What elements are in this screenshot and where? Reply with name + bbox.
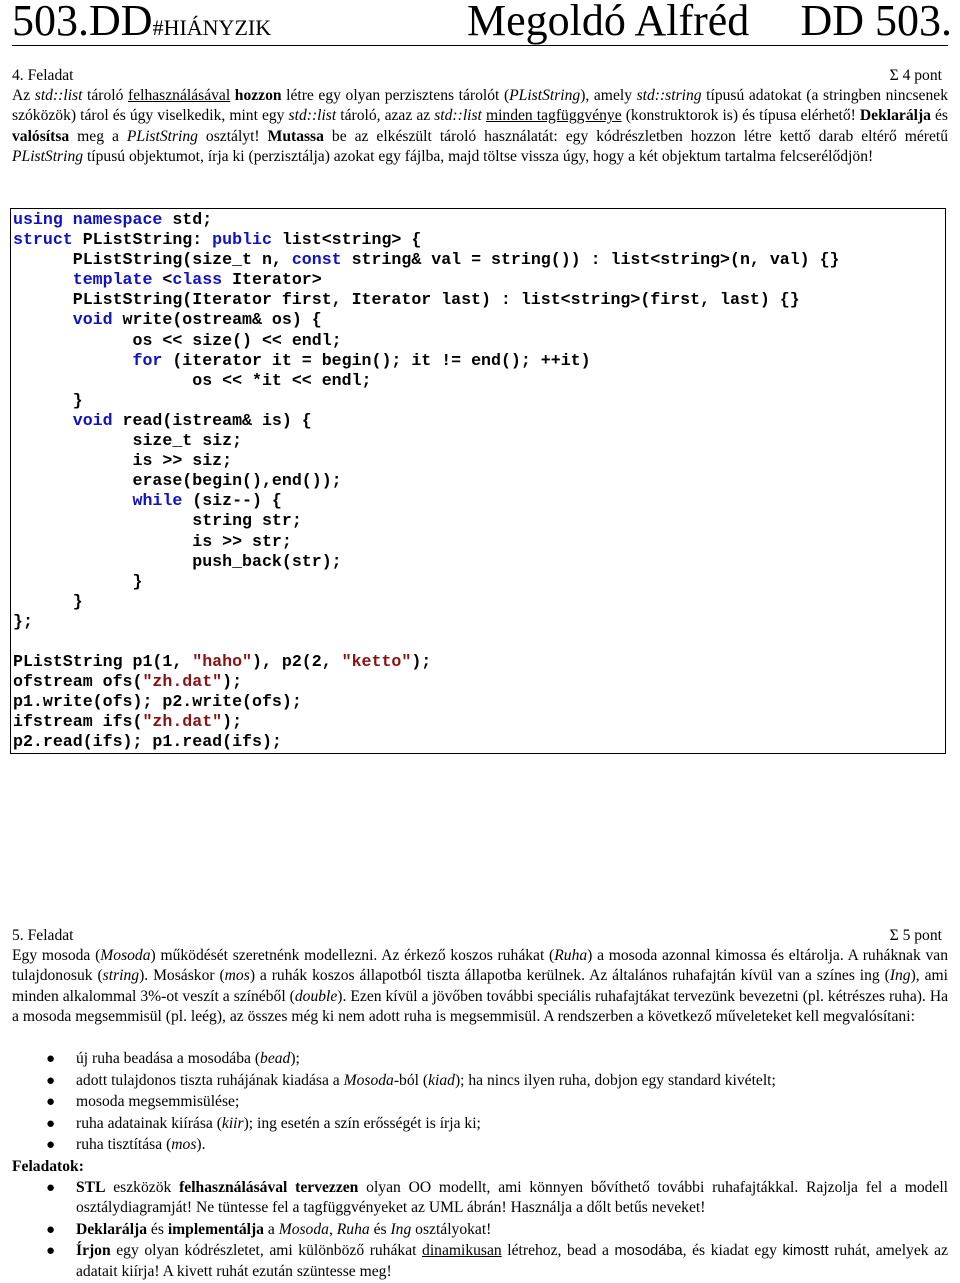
code-line: } — [13, 591, 83, 611]
code-line: ofstream ofs("zh.dat"); — [13, 672, 243, 692]
code-line: push_back(str); — [13, 551, 342, 571]
code-line: void read(istream& is) { — [72, 410, 312, 430]
code-line: is >> str; — [13, 531, 292, 551]
bullet-icon: ● — [46, 1243, 56, 1260]
exam-code-left: 503.DD#HIÁNYZIK — [12, 0, 272, 45]
code-line: PListString(size_t n, const string& val = string()) : list<string>(n, val) {} — [13, 250, 840, 270]
code-line: struct PListString: public list<string> { — [13, 230, 422, 250]
list-item: ● adott tulajdonos tiszta ruhájának kiadása a Mosoda-ból (kiad); ha nincs ilyen ruha, dobjon egy standard kivételt; — [12, 1071, 948, 1091]
code-line: p1.write(ofs); p2.write(ofs); — [13, 692, 302, 712]
list-item: ● Deklarálja és implementálja a Mosoda, Ruha és Ing osztályokat! — [12, 1220, 948, 1240]
code-line: PListString(Iterator first, Iterator last) : list<string>(first, last) {} — [13, 290, 800, 310]
task5-heading — [12, 926, 942, 946]
code-line: size_t siz; — [13, 431, 243, 451]
code-line: }; — [13, 611, 33, 631]
code-line: template <class Iterator> — [72, 270, 322, 290]
code-line: using namespace std; — [13, 210, 213, 229]
bullet-icon: ● — [46, 1137, 56, 1154]
bullet-icon: ● — [46, 1115, 56, 1132]
bullet-icon: ● — [46, 1180, 56, 1196]
list-item: ● STL eszközök felhasználásával tervezzen olyan OO modellt, ami könnyen bővíthető további ruhafajtákkal. Rajzolja fel a modell osztálydiagramját! Ne tüntesse fel a tagfüggvényeket az UML ábrán! Használja a dőlt betűs neveket! — [46, 1179, 948, 1217]
task5-description: Egy mosoda (Mosoda) működését szeretnénk modellezni. Az érkező koszos ruhákat (Ruha) a mosoda azonnal kimossa és eltárolja. A ruháknak van tulajdonosuk (string). Mosáskor (mos) a ruhák koszos állapotból tiszta állapotba kerülnek. Az általános ruhafajtán kívül van a színes ing (Ing), ami minden alkalommal 3%-ot veszít a színéből (double). Ezen kívül a jövőben további speciális ruhafajtákat tervezünk bevezetni (pl. kétrészes ruha). Ha a mosoda megsemmisül (pl. leég), az összes még ki nem adott ruha is megsemmisül. A rendszerben a következő műveleteket kell megvalósítani: — [12, 947, 949, 1025]
list-item: ● új ruha beadása a mosodába (bead); — [12, 1049, 948, 1069]
code-line: os << size() << endl; — [13, 330, 342, 350]
tasks-list — [12, 1178, 948, 1283]
page-header — [12, 0, 952, 46]
list-item: ● Írjon egy olyan kódrészletet, ami különböző ruhákat dinamikusan létrehoz, bead a mosodába, és kiadat egy kimostt ruhát, amelyek az adatait kiírja! A kivett ruhát ezután szüntesse meg! — [46, 1242, 948, 1280]
header-divider — [12, 45, 948, 46]
tasks-heading: Feladatok: — [12, 1158, 84, 1175]
task4-number: 4. Feladat — [12, 67, 74, 84]
code-line: } — [13, 571, 143, 591]
code-line: string str; — [13, 511, 302, 531]
list-item: ● ruha tisztítása (mos). — [12, 1135, 948, 1155]
bullet-icon: ● — [46, 1072, 56, 1089]
list-item: ● ruha adatainak kiírása (kiir); ing esetén a szín erősségét is írja ki; — [12, 1114, 948, 1134]
code-listing — [10, 208, 946, 754]
code-line: erase(begin(),end()); — [13, 471, 342, 491]
bullet-icon: ● — [46, 1094, 56, 1111]
code-line: ifstream ifs("zh.dat"); — [13, 712, 243, 732]
code-line: for (iterator it = begin(); it != end(); ++it) — [132, 350, 591, 370]
student-name: Megoldó Alfréd — [467, 0, 750, 45]
task4-description: Az std::list tároló felhasználásával hozzon létre egy olyan perzisztens tárolót (PListString), amely std::string típusú adatokat (a stringben nincsenek szóközök) tárol és úgy viselkedik, mint egy std::list tároló, azaz az std::list minden tagfüggvénye (konstruktorok is) és típusa elérhető! Deklarálja és valósítsa meg a PListString osztályt! Mutassa be az elkészült tároló használatát: egy kódrészletben hozzon létre kettő darab eltérő méretű PListString típusú objektumot, írja ki (perzisztálja) azokat egy fájlba, majd töltse vissza úgy, hogy a két objektum tartalma felcserélődjön! — [12, 87, 949, 165]
code-line: } — [13, 390, 83, 410]
code-line: void write(ostream& os) { — [72, 310, 322, 330]
code-line: p2.read(ifs); p1.read(ifs); — [13, 732, 282, 752]
code-line: is >> siz; — [13, 451, 233, 471]
code-line: PListString p1(1, "haho"), p2(2, "ketto"); — [13, 652, 432, 672]
task5-points: Σ 5 pont — [889, 927, 942, 944]
exam-code-right: DD 503. — [800, 0, 952, 45]
task4-points: Σ 4 pont — [889, 67, 942, 84]
list-item: ● mosoda megsemmisülése; — [12, 1092, 948, 1112]
task4-heading — [12, 66, 942, 86]
task5-number: 5. Feladat — [12, 927, 74, 944]
bullet-icon: ● — [46, 1221, 56, 1238]
bullet-icon: ● — [46, 1051, 56, 1067]
code-line: while (siz--) { — [132, 491, 282, 511]
code-line: os << *it << endl; — [13, 370, 372, 390]
operations-list — [12, 1049, 948, 1157]
